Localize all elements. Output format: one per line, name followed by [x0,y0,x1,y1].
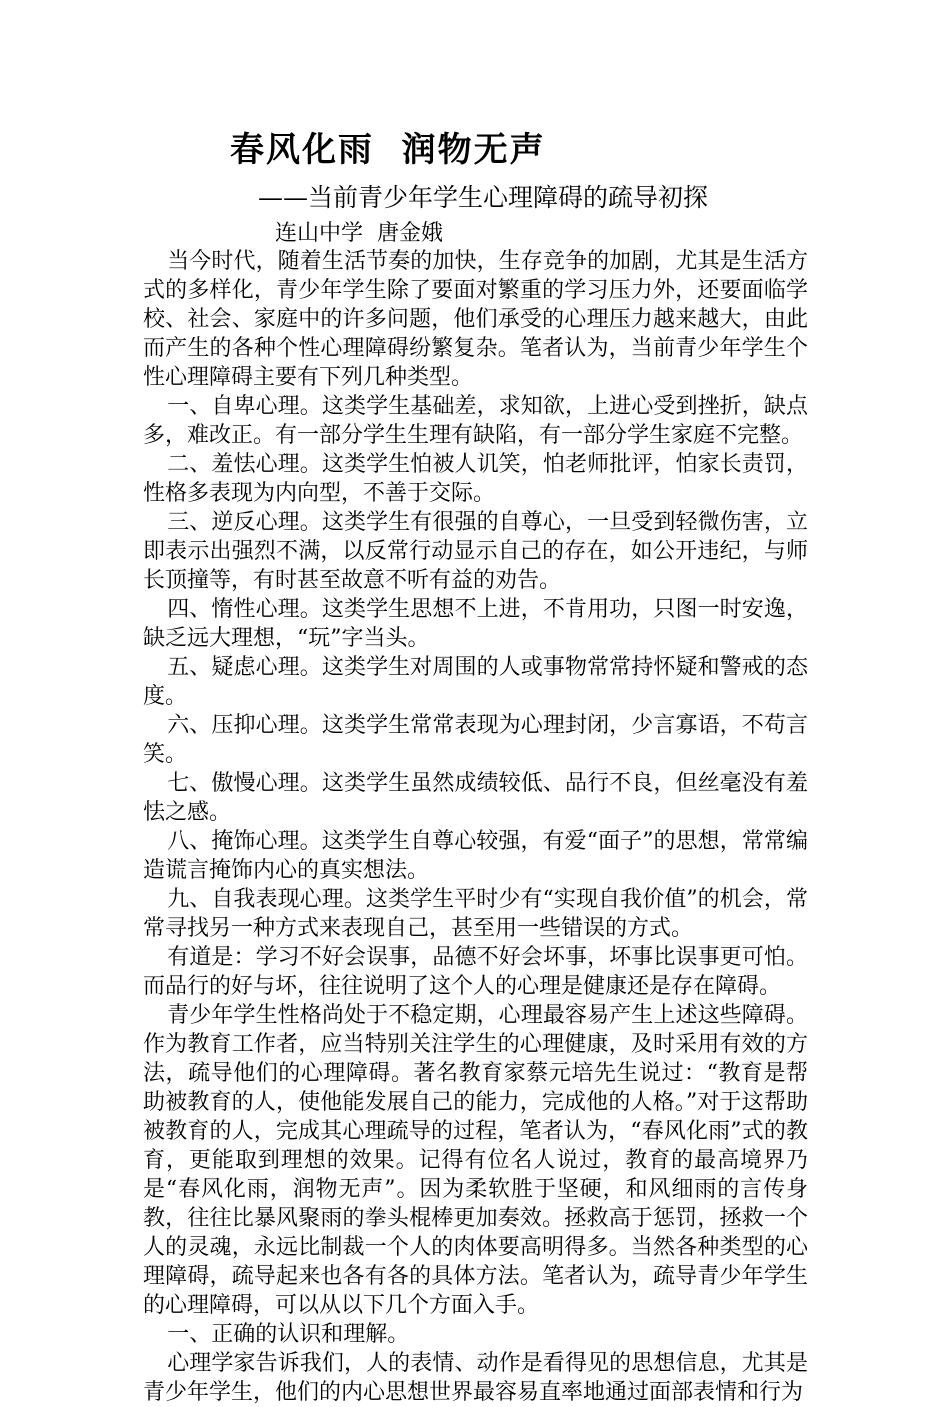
paragraph-intro: 当今时代，随着生活节奏的加快，生存竞争的加剧，尤其是生活方式的多样化，青少年学生除了要面对繁重的学习压力外，还要面临学校、社会、家庭中的许多问题，他们承受的心理压力越来越大，由此而产生的各种个性心理障碍纷繁复杂。笔者认为，当前青少年学生个性心理障碍主要有下列几种类型。 [143,249,808,390]
paragraph-type-1: 一、自卑心理。这类学生基础差，求知欲，上进心受到挫折，缺点多，难改正。有一部分学生生理有缺陷，有一部分学生家庭不完整。 [143,394,808,448]
paragraph-type-5: 五、疑虑心理。这类学生对周围的人或事物常常持怀疑和警戒的态度。 [143,655,808,709]
paragraph-type-4: 四、惰性心理。这类学生思想不上进，不肯用功，只图一时安逸，缺乏远大理想，“玩”字当头。 [143,597,808,651]
paragraph-type-9: 九、自我表现心理。这类学生平时少有“实现自我价值”的机会，常常寻找另一种方式来表现自己，甚至用一些错误的方式。 [143,887,808,941]
paragraph-type-3: 三、逆反心理。这类学生有很强的自尊心，一旦受到轻微伤害，立即表示出强烈不满，以反常行动显示自己的存在，如公开违纪，与师长顶撞等，有时甚至故意不听有益的劝告。 [143,510,808,593]
paragraph-type-7: 七、傲慢心理。这类学生虽然成绩较低、品行不良，但丝毫没有羞怯之感。 [143,771,808,825]
page-title: 春风化雨 润物无声 [230,130,546,170]
paragraph-type-2: 二、羞怯心理。这类学生怕被人讥笑，怕老师批评，怕家长责罚，性格多表现为内向型，不善于交际。 [143,452,808,506]
paragraph-discussion: 青少年学生性格尚处于不稳定期，心理最容易产生上述这些障碍。作为教育工作者，应当特别关注学生的心理健康，及时采用有效的方法，疏导他们的心理障碍。著名教育家蔡元培先生说过：“教育是帮助被教育的人，使他能发展自己的能力，完成他的人格。”对于这帮助被教育的人，完成其心理疏导的过程，笔者认为，“春风化雨”式的教育，更能取到理想的效果。记得有位名人说过，教育的最高境界乃是“春风化雨，润物无声”。因为柔软胜于坚硬，和风细雨的言传身教，往往比暴风聚雨的拳头棍棒更加奏效。拯救高于惩罚，拯救一个人的灵魂，永远比制裁一个人的肉体要高明得多。当然各种类型的心理障碍，疏导起来也各有各的具体方法。笔者认为，疏导青少年学生的心理障碍，可以从以下几个方面入手。 [143,1003,808,1318]
paragraph-section-heading: 一、正确的认识和理解。 [167,1322,410,1347]
author-line: 连山中学 唐金娥 [275,221,443,246]
paragraph-type-8: 八、掩饰心理。这类学生自尊心较强，有爱“面子”的思想，常常编造谎言掩饰内心的真实想法。 [143,829,808,883]
paragraph-type-6: 六、压抑心理。这类学生常常表现为心理封闭，少言寡语，不苟言笑。 [143,713,808,767]
page-subtitle: ——当前青少年学生心理障碍的疏导初探 [258,183,709,212]
paragraph-section-text: 心理学家告诉我们，人的表情、动作是看得见的思想信息，尤其是青少年学生，他们的内心思想世界最容易直率地通过面部表情和行为 [143,1351,808,1405]
document-body [143,247,808,1407]
paragraph-saying: 有道是：学习不好会误事，品德不好会坏事，坏事比误事更可怕。而品行的好与坏，往往说明了这个人的心理是健康还是存在障碍。 [143,945,808,999]
